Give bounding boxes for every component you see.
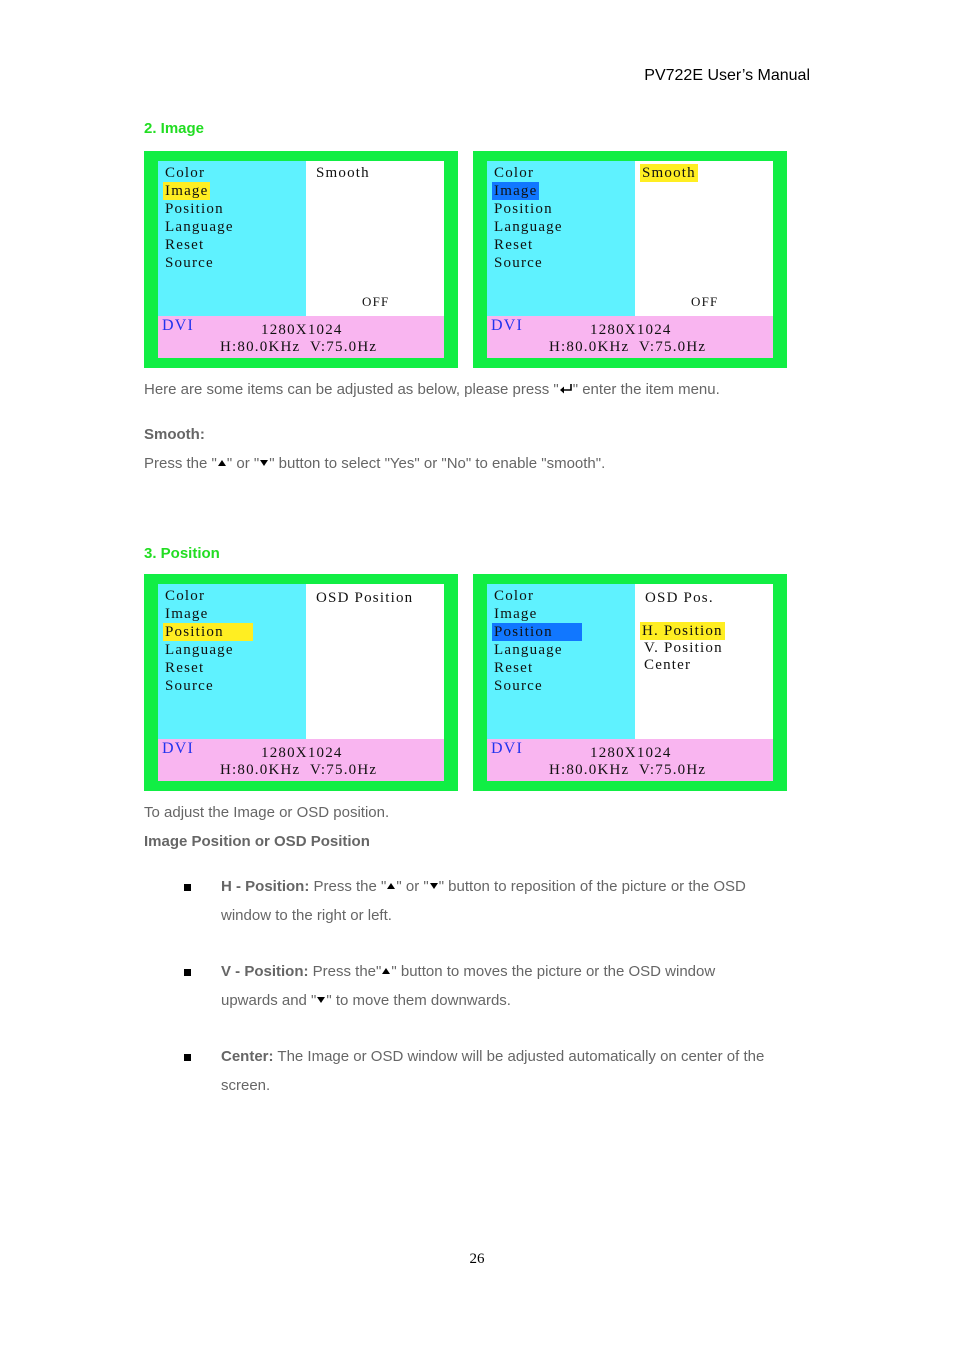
osd-screen-image-1 <box>144 151 458 368</box>
osd-menu-item: Image <box>165 606 209 622</box>
h-position-label: H - Position: <box>221 878 310 895</box>
intro-paragraph <box>144 381 720 398</box>
smooth-text: " or " <box>226 455 260 472</box>
osd-menu-panel <box>158 161 306 316</box>
osd-frequency: H:80.0KHz V:75.0Hz <box>220 762 378 778</box>
osd-submenu-panel <box>306 161 444 316</box>
down-arrow-icon <box>260 460 268 466</box>
down-arrow-icon <box>317 997 325 1003</box>
osd-menu-item: Language <box>165 642 234 658</box>
osd-option-osd-position: OSD Position <box>316 590 414 606</box>
section-title-position: 3. Position <box>144 545 220 562</box>
manual-title: PV722E User’s Manual <box>644 67 810 84</box>
v-position-line-2 <box>221 992 511 1009</box>
osd-option-value: OFF <box>362 294 390 309</box>
smooth-paragraph <box>144 455 605 472</box>
center-line-1 <box>221 1048 764 1065</box>
osd-status-bar <box>487 316 773 358</box>
bullet-text: " button to moves the picture or the OSD window <box>391 963 716 980</box>
osd-status-bar <box>158 316 444 358</box>
osd-screen-position-2 <box>473 574 787 791</box>
center-line-2: screen. <box>221 1077 271 1094</box>
bullet-text: " to move them downwards. <box>326 992 511 1009</box>
bullet-text: " or " <box>396 878 429 895</box>
osd-menu-item: Color <box>165 165 206 181</box>
osd-menu-item-selected: Position <box>163 623 253 641</box>
osd-menu-item: Color <box>494 588 535 604</box>
osd-input-source: DVI <box>162 317 195 334</box>
osd-menu-item: Reset <box>494 660 534 676</box>
position-subheading: Image Position or OSD Position <box>144 833 370 850</box>
osd-frequency: H:80.0KHz V:75.0Hz <box>220 339 378 355</box>
osd-option-smooth-selected: Smooth <box>642 165 696 181</box>
osd-menu-item-active: Position <box>492 623 582 641</box>
osd-menu-item-selected: Image <box>165 183 209 199</box>
h-position-line-2: window to the right or left. <box>221 907 392 924</box>
osd-menu-item: Position <box>165 201 224 217</box>
up-arrow-icon <box>387 883 395 889</box>
osd-menu-item: Reset <box>165 660 205 676</box>
osd-menu-item: Source <box>494 255 543 271</box>
h-position-line-1 <box>221 878 746 895</box>
enter-key-icon <box>559 383 573 395</box>
bullet-text: Press the" <box>308 963 382 980</box>
osd-status-bar <box>487 739 773 781</box>
up-arrow-icon <box>218 460 226 466</box>
up-arrow-icon <box>382 968 390 974</box>
osd-menu-item: Image <box>494 606 538 622</box>
smooth-text: Press the " <box>144 455 217 472</box>
osd-menu-item: Language <box>494 642 563 658</box>
osd-menu-item: Source <box>494 678 543 694</box>
osd-input-source: DVI <box>491 740 524 757</box>
osd-frequency: H:80.0KHz V:75.0Hz <box>549 762 707 778</box>
osd-submenu-panel <box>635 161 773 316</box>
osd-option-value: OFF <box>691 294 719 309</box>
osd-menu-item: Source <box>165 255 214 271</box>
bullet-square-icon <box>184 884 191 891</box>
down-arrow-icon <box>430 883 438 889</box>
osd-submenu-title: OSD Pos. <box>645 590 714 606</box>
osd-submenu-panel <box>635 584 773 739</box>
osd-option-center: Center <box>644 657 692 673</box>
v-position-label: V - Position: <box>221 963 309 980</box>
page-number: 26 <box>469 1251 485 1267</box>
osd-option-h-position-selected: H. Position <box>642 623 723 639</box>
bullet-text: The Image or OSD window will be adjusted automatically on center of the <box>273 1048 765 1065</box>
osd-input-source: DVI <box>491 317 524 334</box>
osd-menu-item: Color <box>165 588 206 604</box>
osd-menu-item: Position <box>494 201 553 217</box>
bullet-text: upwards and " <box>221 992 317 1009</box>
v-position-line-1 <box>221 963 715 980</box>
osd-option-smooth: Smooth <box>316 165 370 181</box>
osd-resolution: 1280X1024 <box>261 322 343 338</box>
bullet-square-icon <box>184 969 191 976</box>
osd-menu-item: Language <box>494 219 563 235</box>
osd-menu-panel <box>487 584 635 739</box>
osd-menu-panel <box>487 161 635 316</box>
osd-input-source: DVI <box>162 740 195 757</box>
osd-menu-item: Reset <box>494 237 534 253</box>
osd-menu-item: Language <box>165 219 234 235</box>
osd-menu-item: Reset <box>165 237 205 253</box>
bullet-square-icon <box>184 1054 191 1061</box>
section-title-image: 2. Image <box>144 120 205 137</box>
osd-resolution: 1280X1024 <box>590 322 672 338</box>
smooth-text: " button to select "Yes" or "No" to enable "smooth". <box>269 455 606 472</box>
bullet-text: " button to reposition of the picture or the OSD <box>438 878 746 895</box>
osd-resolution: 1280X1024 <box>261 745 343 761</box>
osd-status-bar <box>158 739 444 781</box>
osd-menu-item: Source <box>165 678 214 694</box>
center-label: Center: <box>221 1048 274 1065</box>
adjust-paragraph: To adjust the Image or OSD position. <box>144 804 390 821</box>
osd-option-v-position: V. Position <box>644 640 723 656</box>
osd-submenu-panel <box>306 584 444 739</box>
smooth-heading: Smooth: <box>144 426 205 443</box>
osd-resolution: 1280X1024 <box>590 745 672 761</box>
osd-menu-item: Color <box>494 165 535 181</box>
osd-frequency: H:80.0KHz V:75.0Hz <box>549 339 707 355</box>
osd-menu-item-active: Image <box>494 183 538 199</box>
osd-screen-position-1 <box>144 574 458 791</box>
bullet-text: Press the " <box>309 878 387 895</box>
intro-text-end: " enter the item menu. <box>572 381 720 398</box>
intro-text-start: Here are some items can be adjusted as below, please press " <box>144 381 559 398</box>
osd-screen-image-2 <box>473 151 787 368</box>
osd-menu-panel <box>158 584 306 739</box>
